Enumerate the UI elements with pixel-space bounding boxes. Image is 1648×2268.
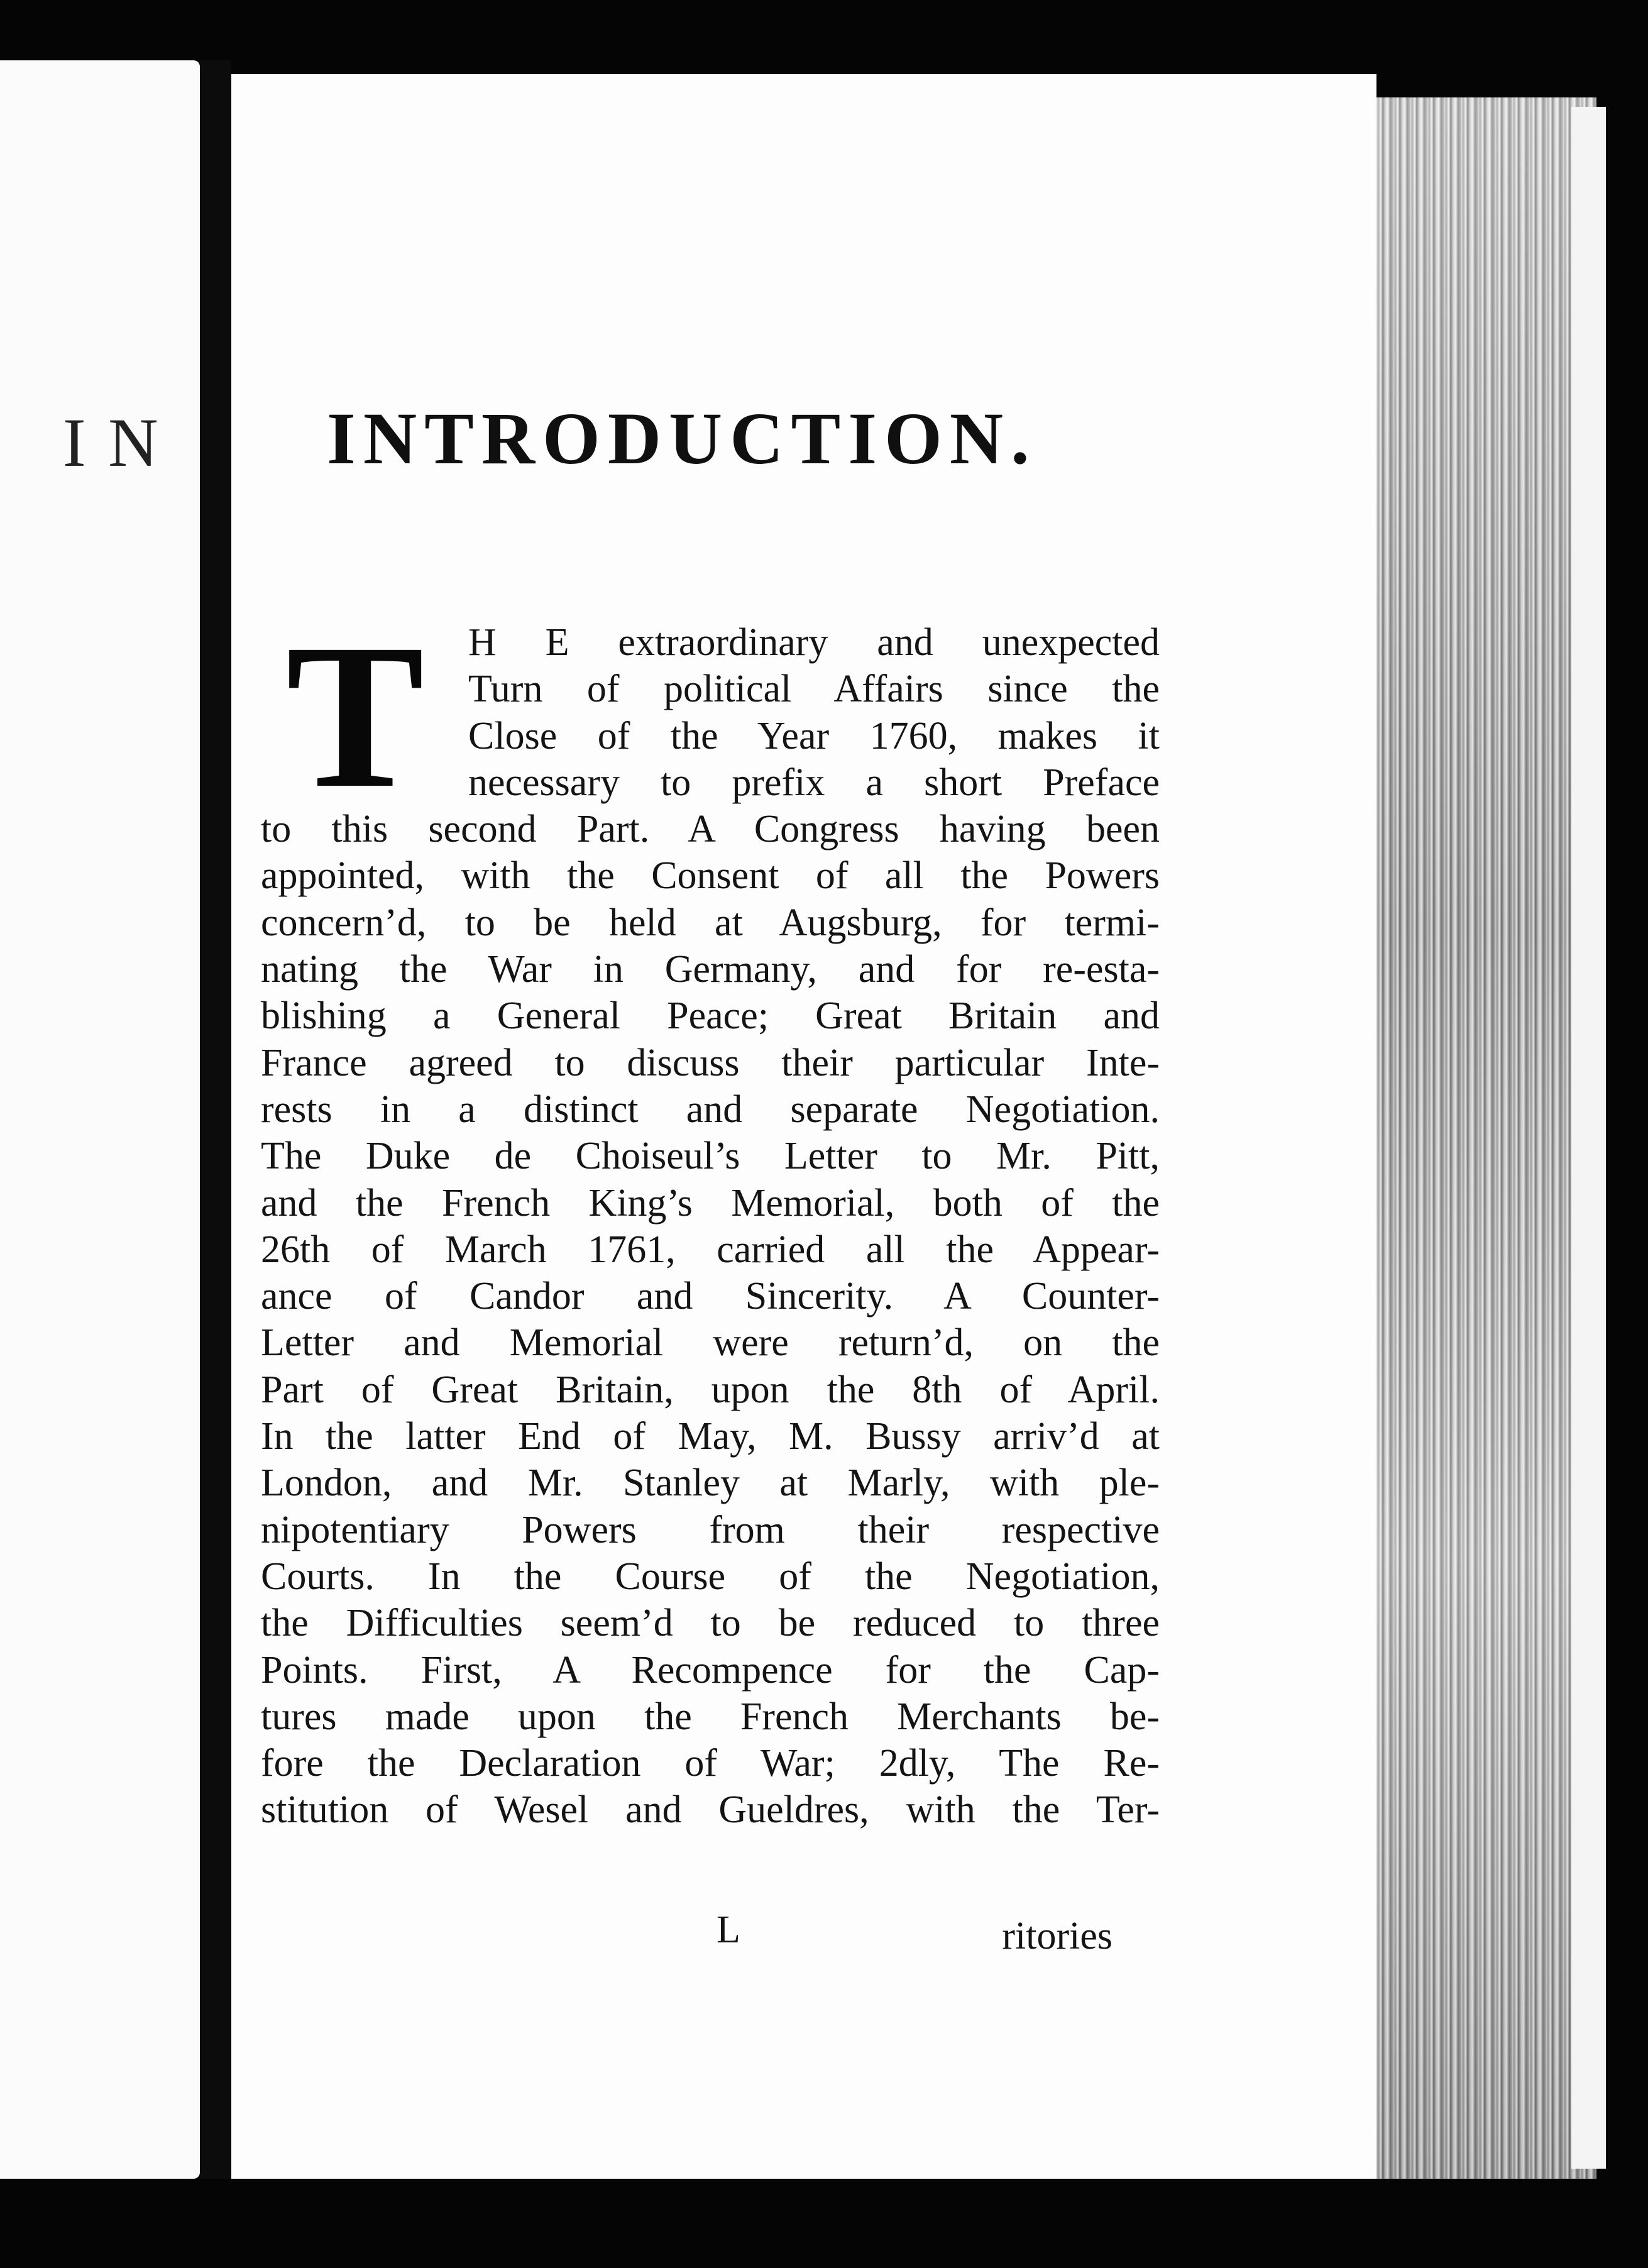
signature-mark: L xyxy=(717,1908,740,1951)
text-line: blishing a General Peace; Great Britain and xyxy=(261,994,1160,1038)
page-edge-block xyxy=(1376,97,1596,2179)
text-line: rests in a distinct and separate Negotiation. xyxy=(261,1087,1160,1131)
text-line: France agreed to discuss their particular Inte- xyxy=(261,1041,1160,1084)
text-line: Letter and Memorial were return’d, on the xyxy=(261,1321,1160,1365)
text-line: nipotentiary Powers from their respective xyxy=(261,1508,1160,1551)
text-line: tures made upon the French Merchants be- xyxy=(261,1695,1160,1738)
text-line: Part of Great Britain, upon the 8th of April. xyxy=(261,1368,1160,1411)
left-page-fragment: I N xyxy=(63,404,161,481)
drop-cap: T xyxy=(286,602,425,831)
text-line: to this second Part. A Congress having been xyxy=(261,808,1160,851)
text-line: Turn of political Affairs since the xyxy=(468,668,1160,711)
text-line: In the latter End of May, M. Bussy arriv’d at xyxy=(261,1415,1160,1458)
text-line: Courts. In the Course of the Negotiation, xyxy=(261,1555,1160,1598)
text-line: Points. First, A Recompence for the Cap- xyxy=(261,1648,1160,1692)
text-line: Close of the Year 1760, makes it xyxy=(468,714,1160,757)
text-line: and the French King’s Memorial, both of the xyxy=(261,1181,1160,1225)
text-line: concern’d, to be held at Augsburg, for termi- xyxy=(261,901,1160,944)
text-line: the Difficulties seem’d to be reduced to three xyxy=(261,1602,1160,1645)
text-line: London, and Mr. Stanley at Marly, with ple- xyxy=(261,1462,1160,1505)
text-line: H E extraordinary and unexpected xyxy=(468,621,1160,664)
catchword: ritories xyxy=(1002,1915,1112,1957)
text-line: stitution of Wesel and Gueldres, with the Ter- xyxy=(261,1788,1160,1832)
text-line: appointed, with the Consent of all the Powers xyxy=(261,854,1160,898)
page-footer xyxy=(717,1908,1112,1957)
text-line: nating the War in Germany, and for re-esta- xyxy=(261,948,1160,991)
text-line: The Duke de Choiseul’s Letter to Mr. Pitt, xyxy=(261,1135,1160,1178)
book-spine xyxy=(200,60,231,2179)
text-line: 26th of March 1761, carried all the Appear- xyxy=(261,1228,1160,1271)
left-page xyxy=(0,60,200,2179)
page-title: INTRODUCTION. xyxy=(327,397,1037,480)
text-line: fore the Declaration of War; 2dly, The Re- xyxy=(261,1742,1160,1785)
body-text xyxy=(261,619,1160,1834)
outer-page-edge xyxy=(1571,107,1606,2169)
text-line: ance of Candor and Sincerity. A Counter- xyxy=(261,1275,1160,1318)
text-line: necessary to prefix a short Preface xyxy=(468,761,1160,804)
